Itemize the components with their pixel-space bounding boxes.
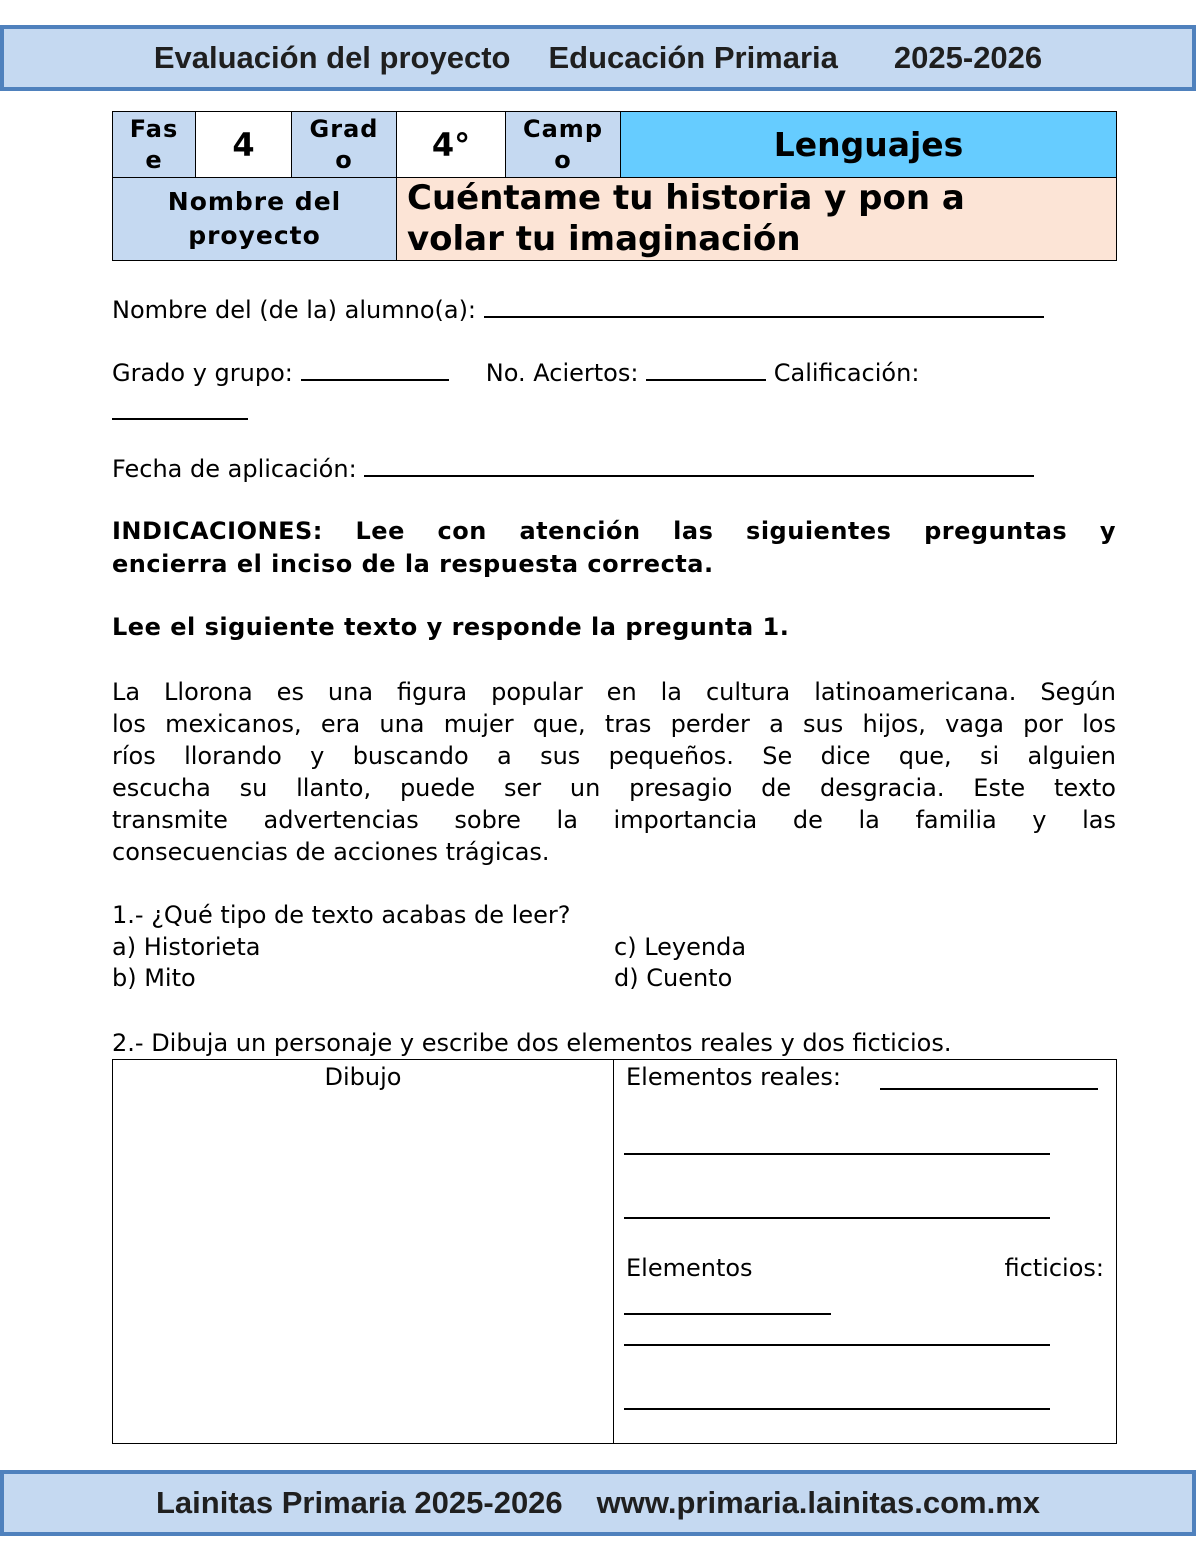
student-name-label: Nombre del (de la) alumno(a):: [112, 296, 477, 324]
real-blank[interactable]: [624, 1217, 1050, 1219]
question-2-text: 2.- Dibuja un personaje y escribe dos elementos reales y dos ficticios.: [112, 1029, 952, 1057]
project-name: [397, 178, 1117, 261]
hits-blank[interactable]: [646, 357, 766, 381]
campo-value: Lenguajes: [621, 112, 1117, 178]
grade-group-row: [112, 357, 919, 389]
passage-line: consecuencias de acciones trágicas.: [112, 838, 550, 866]
instructions-line: encierra el inciso de la respuesta correcta.: [112, 550, 714, 578]
date-blank[interactable]: [364, 453, 1034, 477]
fase-label: [113, 112, 196, 178]
fictional-elements-label: Elementos: [626, 1254, 753, 1282]
passage-line: La Llorona es una figura popular en la cultura latinoamericana. Según: [112, 678, 1116, 706]
grado-value: 4°: [397, 112, 506, 178]
grade-blank[interactable]: [112, 396, 248, 420]
elements-cell: [614, 1060, 1117, 1444]
project-name-line: Cuéntame tu historia y pon a: [407, 178, 965, 218]
passage-line: escucha su llanto, puede ser un presagio de desgracia. Este texto: [112, 774, 1116, 802]
drawing-cell[interactable]: [113, 1060, 614, 1444]
campo-label-line: Camp: [523, 114, 603, 143]
passage-line: ríos llorando y buscando a sus pequeños. Se dice que, si alguien: [112, 742, 1116, 770]
grado-label-line: Grad: [309, 114, 379, 143]
date-row: [112, 453, 1034, 485]
option-d[interactable]: d) Cuento: [614, 964, 733, 992]
fictional-blank[interactable]: [624, 1408, 1050, 1410]
group-label: Grado y grupo:: [112, 359, 293, 387]
footer-brand: Lainitas Primaria 2025-2026: [155, 1485, 563, 1520]
grade-label: Calificación:: [773, 359, 920, 387]
project-label-line: Nombre del: [167, 187, 342, 216]
real-elements-label: Elementos reales:: [626, 1063, 842, 1091]
campo-label: [506, 112, 621, 178]
student-name-row: [112, 294, 1044, 326]
question-2-table: [112, 1059, 1117, 1444]
header-level: Educación Primaria: [548, 40, 838, 75]
reading-prompt: Lee el siguiente texto y responde la pregunta 1.: [112, 613, 790, 641]
fase-label-line: e: [145, 145, 163, 174]
fase-value: 4: [196, 112, 292, 178]
fictional-blank[interactable]: [624, 1313, 831, 1315]
grado-label: [292, 112, 397, 178]
footer-banner: [0, 1470, 1196, 1536]
header-banner: [0, 25, 1196, 91]
option-b[interactable]: b) Mito: [112, 964, 196, 992]
instructions-line: INDICACIONES: Lee con atención las siguientes preguntas y: [112, 517, 1116, 545]
date-label: Fecha de aplicación:: [112, 455, 357, 483]
project-label-line: proyecto: [188, 221, 321, 250]
fase-label-line: Fas: [129, 114, 179, 143]
student-name-blank[interactable]: [484, 294, 1044, 318]
footer-url[interactable]: www.primaria.lainitas.com.mx: [596, 1485, 1041, 1520]
fictional-blank[interactable]: [624, 1344, 1050, 1346]
question-1-text: 1.- ¿Qué tipo de texto acabas de leer?: [112, 901, 571, 929]
header-cycle: 2025-2026: [893, 40, 1043, 75]
fictional-elements-label: ficticios:: [1004, 1254, 1104, 1282]
real-blank[interactable]: [880, 1088, 1098, 1090]
real-blank[interactable]: [624, 1153, 1050, 1155]
hits-label: No. Aciertos:: [485, 359, 639, 387]
group-blank[interactable]: [301, 357, 449, 381]
option-c[interactable]: c) Leyenda: [614, 933, 747, 961]
project-name-line: volar tu imaginación: [407, 219, 801, 259]
info-table: [112, 111, 1117, 261]
grado-label-line: o: [335, 145, 353, 174]
header-title: Evaluación del proyecto: [153, 40, 511, 75]
project-label: [113, 178, 397, 261]
campo-label-line: o: [554, 145, 572, 174]
passage-line: transmite advertencias sobre la importancia de la familia y las: [112, 806, 1116, 834]
option-a[interactable]: a) Historieta: [112, 933, 261, 961]
drawing-label: Dibujo: [324, 1063, 402, 1091]
passage-line: los mexicanos, era una mujer que, tras perder a sus hijos, vaga por los: [112, 710, 1116, 738]
